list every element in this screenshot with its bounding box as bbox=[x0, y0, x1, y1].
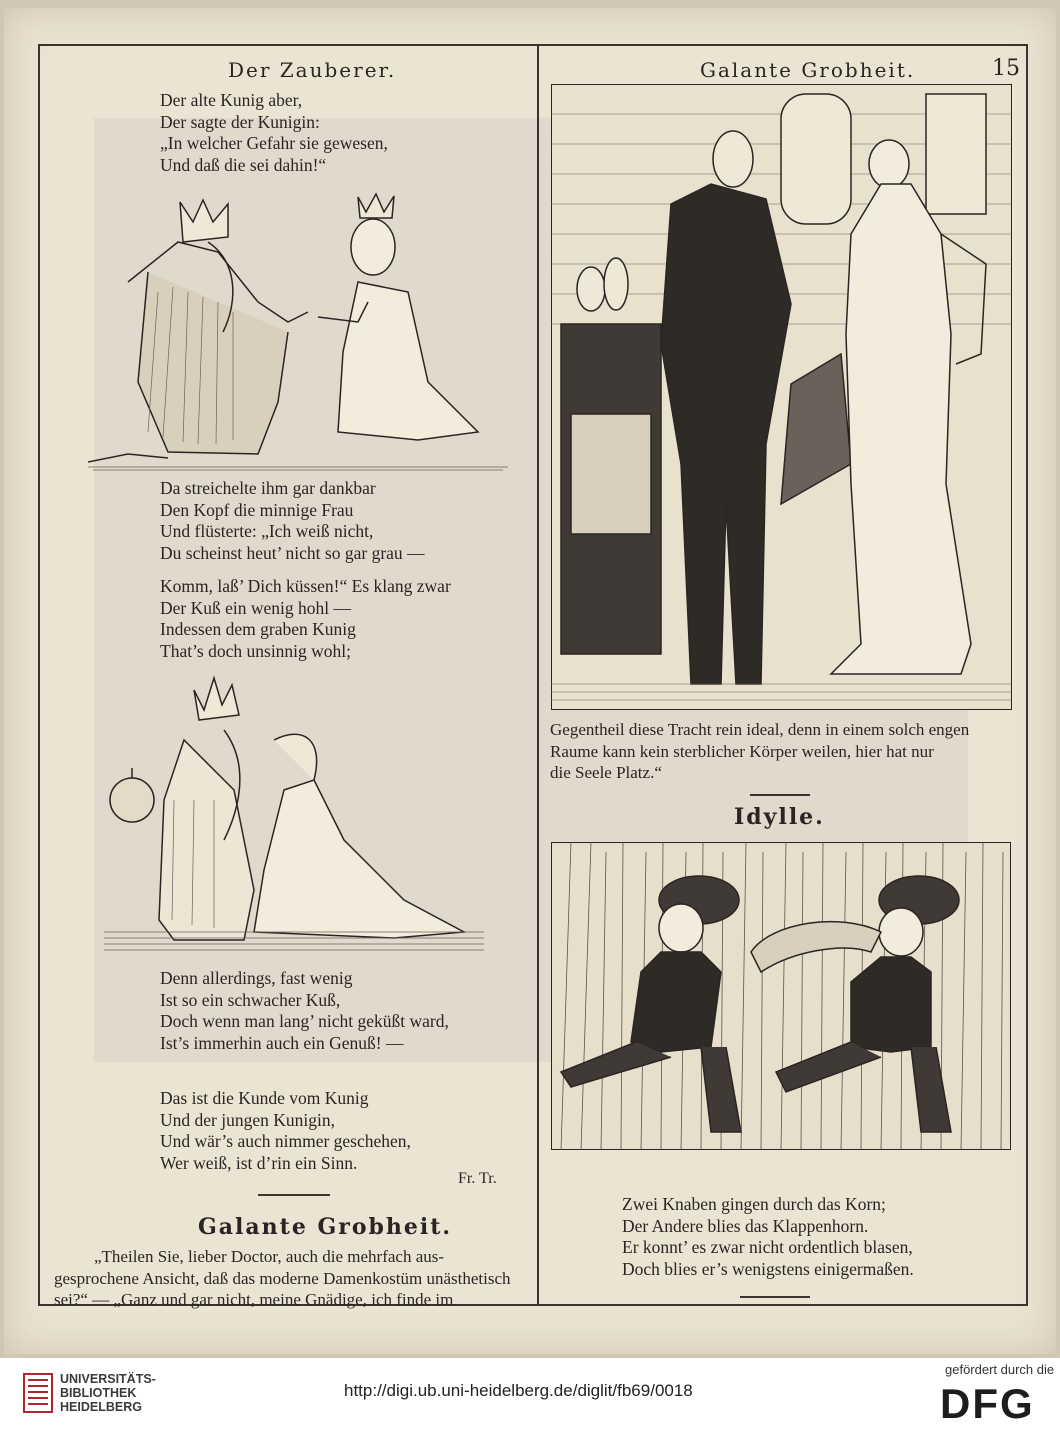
prose-line: „Theilen Sie, lieber Doctor, auch die mehrfach aus- bbox=[94, 1247, 445, 1266]
poem-line: Zwei Knaben gingen durch das Korn; bbox=[622, 1194, 886, 1214]
library-line: BIBLIOTHEK bbox=[60, 1386, 137, 1400]
poem-line: Indessen dem graben Kunig bbox=[160, 619, 356, 639]
poem-line: Komm, laß’ Dich küssen!“ Es klang zwar bbox=[160, 576, 451, 596]
poem-line: Und wär’s auch nimmer geschehen, bbox=[160, 1131, 411, 1151]
left-running-header: Der Zauberer. bbox=[228, 58, 397, 82]
kiss-illustration bbox=[104, 670, 494, 962]
prose-line: Raume kann kein sterblicher Körper weilen, hier hat nur bbox=[550, 741, 934, 761]
poem-line: Und daß die sei dahin!“ bbox=[160, 154, 327, 175]
poem-line: Ist’s immerhin auch ein Genuß! — bbox=[160, 1032, 404, 1053]
poem-line: Den Kopf die minnige Frau bbox=[160, 499, 354, 520]
right-running-header: Galante Grobheit. bbox=[700, 58, 916, 82]
galante-continuation bbox=[550, 719, 1012, 784]
poem-line: Doch blies er’s wenigstens einigermaßen. bbox=[622, 1258, 914, 1279]
separator-rule bbox=[740, 1296, 810, 1298]
poem-line: Der Andere blies das Klappenhorn. bbox=[622, 1215, 869, 1236]
prose-line: Gegentheil diese Tracht rein ideal, denn in einem solch engen bbox=[550, 720, 970, 739]
poem-line: Und flüsterte: „Ich weiß nicht, bbox=[160, 521, 374, 541]
library-line: UNIVERSITÄTS- bbox=[60, 1372, 156, 1386]
poem-line: Doch wenn man lang’ nicht geküßt ward, bbox=[160, 1011, 449, 1031]
separator-rule bbox=[258, 1194, 330, 1196]
poem-line: Denn allerdings, fast wenig bbox=[160, 968, 353, 988]
library-name bbox=[60, 1372, 156, 1414]
poem-line: Der alte Kunig aber, bbox=[160, 90, 303, 110]
poem-stanza-3 bbox=[160, 576, 451, 662]
poem-line: Der sagte der Kunigin: bbox=[160, 111, 320, 132]
poem-line: Da streichelte ihm gar dankbar bbox=[160, 478, 376, 498]
poem-line: Das ist die Kunde vom Kunig bbox=[160, 1088, 369, 1108]
prose-line: die Seele Platz.“ bbox=[550, 763, 662, 782]
dfg-logo: DFG bbox=[940, 1380, 1035, 1427]
poem-line: „In welcher Gefahr sie gewesen, bbox=[160, 133, 388, 153]
poem-line: That’s doch unsinnig wohl; bbox=[160, 640, 352, 661]
footer-bar bbox=[0, 1358, 1060, 1429]
funding-label: gefördert durch die bbox=[945, 1362, 1055, 1377]
separator-rule bbox=[750, 794, 810, 796]
prose-line: sei?“ — „Ganz und gar nicht, meine Gnädige, ich finde im bbox=[54, 1290, 454, 1309]
poem-stanza-4 bbox=[160, 968, 449, 1054]
library-line: HEIDELBERG bbox=[60, 1400, 142, 1414]
idylle-illustration bbox=[551, 842, 1011, 1150]
poem-stanza-5 bbox=[160, 1088, 411, 1174]
galante-text bbox=[54, 1246, 526, 1311]
poem-stanza-1 bbox=[160, 90, 388, 176]
idylle-title: Idylle. bbox=[734, 804, 825, 830]
poem-signature: Fr. Tr. bbox=[458, 1170, 497, 1187]
poem-line: Ist so ein schwacher Kuß, bbox=[160, 989, 341, 1010]
poem-line: Und der jungen Kunigin, bbox=[160, 1109, 335, 1130]
idylle-verse bbox=[622, 1194, 914, 1280]
poem-line: Wer weiß, ist d’rin ein Sinn. bbox=[160, 1152, 358, 1173]
page-number: 15 bbox=[992, 56, 1020, 81]
galante-title: Galante Grobheit. bbox=[198, 1214, 453, 1240]
king-queen-illustration bbox=[88, 182, 508, 472]
poem-line: Der Kuß ein wenig hohl — bbox=[160, 597, 352, 618]
university-seal-icon bbox=[22, 1372, 54, 1418]
prose-line: gesprochene Ansicht, daß das moderne Damenkostüm unästhetisch bbox=[54, 1268, 511, 1288]
poem-line: Du scheinst heut’ nicht so gar grau — bbox=[160, 542, 425, 563]
poem-stanza-2 bbox=[160, 478, 425, 564]
poem-line: Er konnt’ es zwar nicht ordentlich blasen, bbox=[622, 1237, 913, 1257]
column-rule bbox=[537, 46, 539, 1304]
salon-illustration bbox=[551, 84, 1012, 710]
permalink-url[interactable]: http://digi.ub.uni-heidelberg.de/diglit/fb69/0018 bbox=[344, 1381, 693, 1400]
